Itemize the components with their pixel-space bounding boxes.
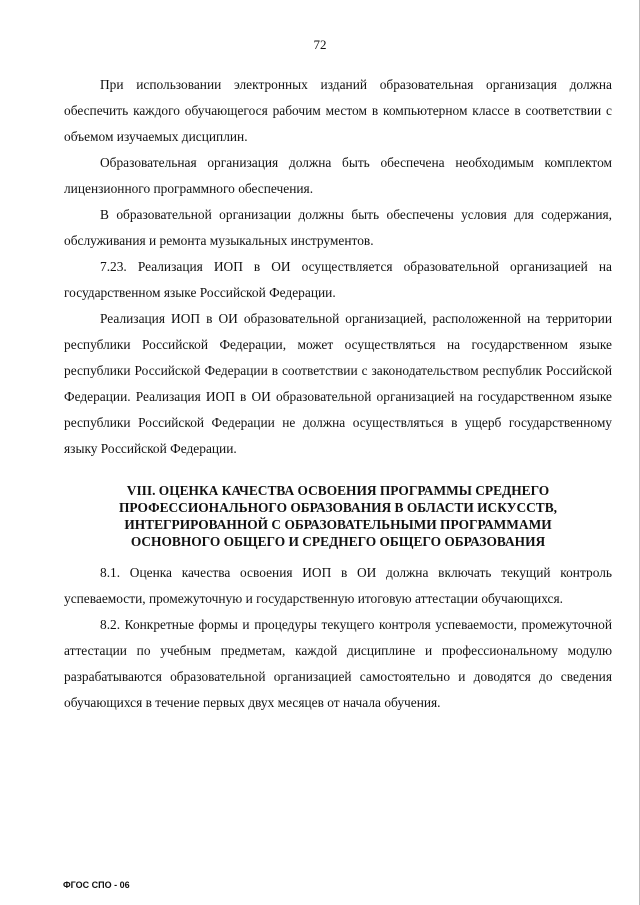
document-body bbox=[64, 72, 612, 716]
section-heading-line: ИНТЕГРИРОВАННОЙ С ОБРАЗОВАТЕЛЬНЫМИ ПРОГРАММАМИ bbox=[124, 517, 552, 532]
paragraph: 8.2. Конкретные формы и процедуры текущего контроля успеваемости, промежуточной аттестации по учебным предметам, каждой дисциплине и профессиональному модулю разрабатываются образовательной организацией самостоятельно и доводятся до сведения обучающихся в течение первых двух месяцев от начала обучения. bbox=[64, 617, 612, 710]
paragraph: 8.1. Оценка качества освоения ИОП в ОИ должна включать текущий контроль успеваемости, промежуточную и государственную итоговую аттестации обучающихся. bbox=[64, 565, 612, 606]
paragraph: 7.23. Реализация ИОП в ОИ осуществляется образовательной организацией на государственном языке Российской Федерации. bbox=[64, 259, 612, 300]
paragraph: Реализация ИОП в ОИ образовательной организацией, расположенной на территории республики Российской Федерации, может осуществляться на государственном языке республики Российской Федерации в соответствии с законодательством республик Российской Федерации. Реализация ИОП в ОИ образовательной организацией на государственном языке республики Российской Федерации не должна осуществляться в ущерб государственному языку Российской Федерации. bbox=[64, 311, 612, 456]
section-heading bbox=[64, 482, 612, 550]
page-number: 72 bbox=[313, 37, 327, 52]
section-heading-line: ОСНОВНОГО ОБЩЕГО И СРЕДНЕГО ОБЩЕГО ОБРАЗОВАНИЯ bbox=[130, 534, 546, 549]
paragraph: В образовательной организации должны быть обеспечены условия для содержания, обслуживания и ремонта музыкальных инструментов. bbox=[64, 207, 612, 248]
section-heading-line: ПРОФЕССИОНАЛЬНОГО ОБРАЗОВАНИЯ В ОБЛАСТИ ИСКУССТВ, bbox=[118, 500, 558, 515]
paragraph: Образовательная организация должна быть обеспечена необходимым комплектом лицензионного программного обеспечения. bbox=[64, 155, 612, 196]
footer-code: ФГОС СПО - 06 bbox=[63, 880, 130, 890]
section-heading-line: VIII. ОЦЕНКА КАЧЕСТВА ОСВОЕНИЯ ПРОГРАММЫ СРЕДНЕГО bbox=[126, 483, 550, 498]
paragraph: При использовании электронных изданий образовательная организация должна обеспечить каждого обучающегося рабочим местом в компьютерном классе в соответствии с объемом изучаемых дисциплин. bbox=[64, 77, 612, 144]
